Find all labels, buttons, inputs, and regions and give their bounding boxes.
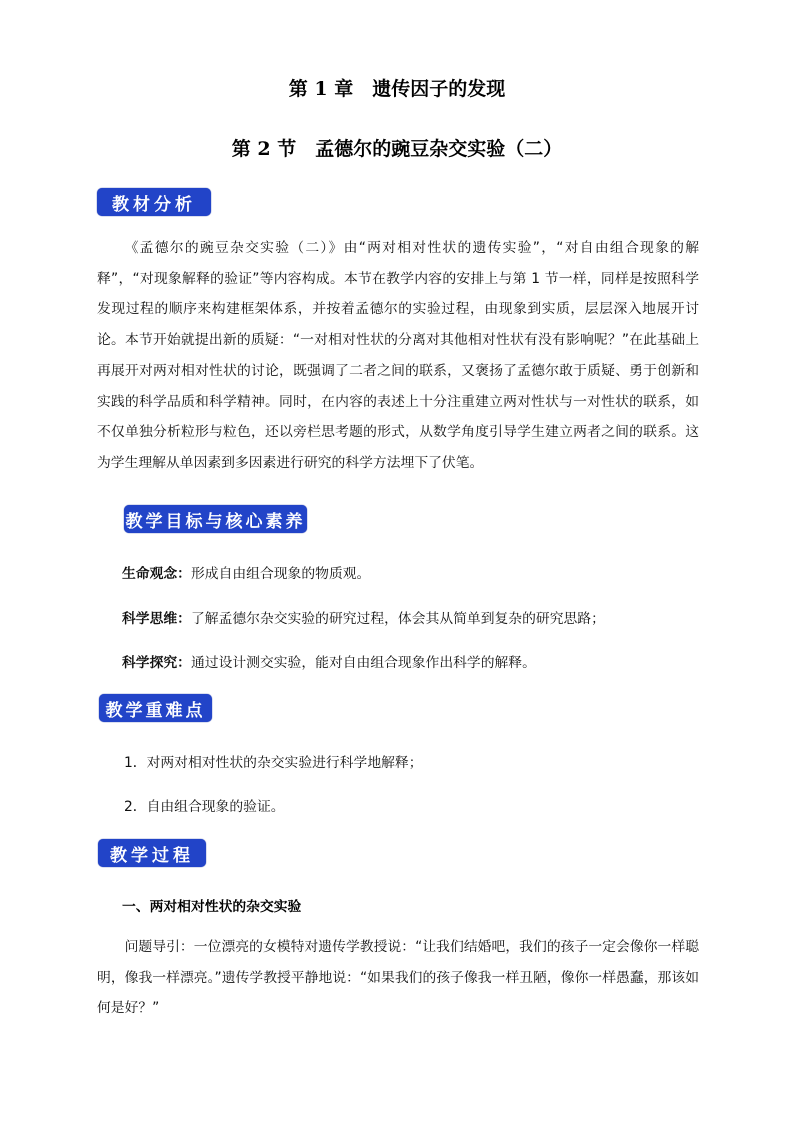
objective-text: 形成自由组合现象的物质观。 (190, 566, 371, 582)
objective-item (122, 562, 370, 582)
badge-key-points: 教学重难点 (99, 694, 212, 722)
badge-teaching-process: 教学过程 (98, 839, 206, 867)
key-point-item: 2．自由组合现象的验证。 (124, 799, 285, 815)
badge-objectives: 教学目标与核心素养 (124, 505, 307, 533)
objective-item (122, 607, 605, 627)
analysis-paragraph: 《孟德尔的豌豆杂交实验（二）》由“两对相对性状的遗传实验”，“对自由组合现象的解释”，“对现象解释的验证”等内容构成。本节在教学内容的安排上与第 1 节一样，同样是按照科学发现过程的顺序来构建框架体系，并按着孟德尔的实验过程，由现象到实质，层层深入地展开讨论。本节开始就提出新的质疑：“一对相对性状的分离对其他相对性状有没有影响呢？”在此基础上再展开对两对相对性状的讨论，既强调了二者之间的联系，又褒扬了孟德尔敢于质疑、勇于创新和实践的科学品质和科学精神。同时，在内容的表述上十分注重建立两对性状与一对性状的联系，如不仅单独分析粒形与粒色，还以旁栏思考题的形式，从数学角度引导学生建立两者之间的联系。这为学生理解从单因素到多因素进行研究的科学方法埋下了伏笔。 (97, 240, 699, 471)
badge-textbook-analysis: 教材分析 (97, 188, 211, 216)
objective-text: 了解孟德尔杂交实验的研究过程，体会其从简单到复杂的研究思路； (190, 611, 605, 627)
section-title: 第 2 节 孟德尔的豌豆杂交实验（二） (231, 138, 563, 160)
objective-label: 科学思维： (122, 611, 191, 627)
process-heading: 一、两对相对性状的杂交实验 (122, 899, 302, 915)
objective-text: 通过设计测交实验，能对自由组合现象作出科学的解释。 (190, 655, 536, 671)
objective-label: 生命观念： (122, 566, 191, 582)
key-point-item: 1．对两对相对性状的杂交实验进行科学地解释； (124, 755, 423, 771)
chapter-title: 第 1 章 遗传因子的发现 (288, 78, 506, 100)
objective-label: 科学探究： (122, 655, 191, 671)
objective-item (122, 651, 536, 671)
process-paragraph: 问题导引：一位漂亮的女模特对遗传学教授说：“让我们结婚吧，我们的孩子一定会像你一样聪明，像我一样漂亮。”遗传学教授平静地说：“如果我们的孩子像我一样丑陋，像你一样愚蠢，那该如何是好？” (97, 939, 699, 1017)
